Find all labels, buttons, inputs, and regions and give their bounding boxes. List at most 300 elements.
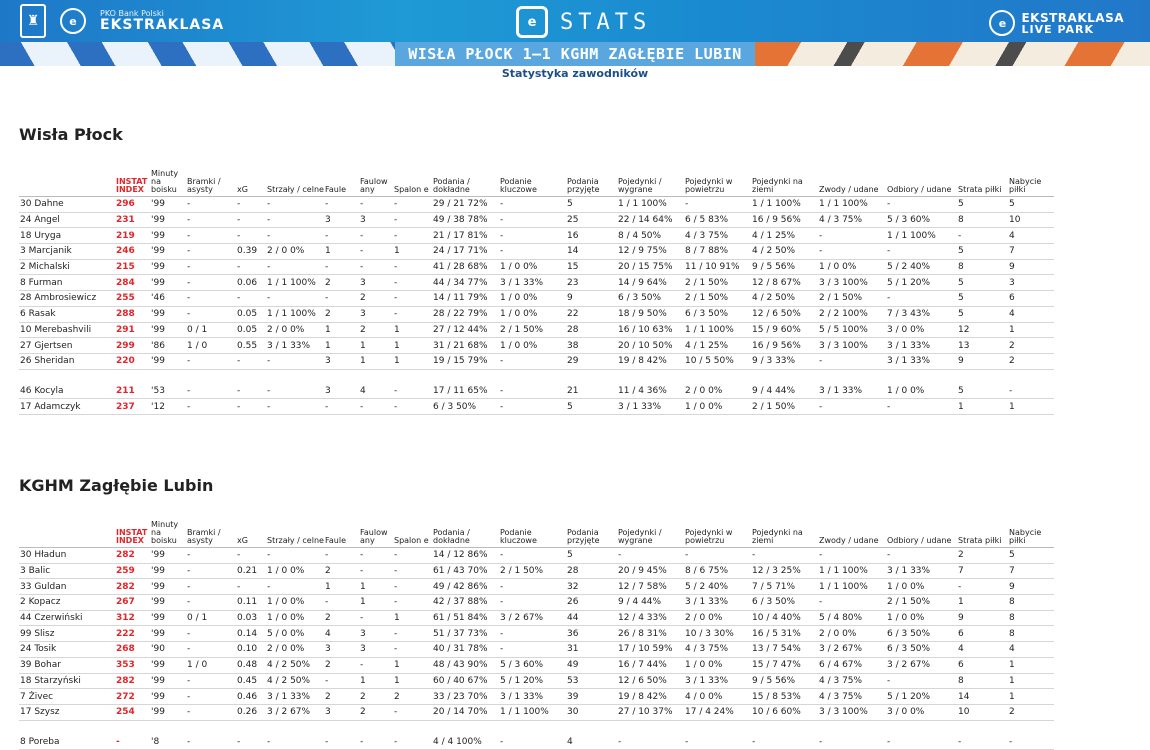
- stat-cell: -: [186, 704, 236, 720]
- stat-cell: '90: [150, 642, 186, 658]
- stat-cell: -: [324, 291, 359, 307]
- stat-cell: 16 / 7 44%: [617, 657, 684, 673]
- stat-cell: 14 / 9 64%: [617, 275, 684, 291]
- player-row[interactable]: [19, 626, 1054, 642]
- player-row[interactable]: [19, 259, 1054, 275]
- column-header[interactable]: Minuty na boisku: [150, 517, 186, 548]
- stat-cell: '86: [150, 338, 186, 354]
- stat-cell: [751, 369, 818, 384]
- stat-cell: 49 / 38 78%: [432, 212, 499, 228]
- stat-cell: 16 / 5 31%: [751, 626, 818, 642]
- stat-cell: [1008, 369, 1054, 384]
- stat-cell: 4 / 3 75%: [818, 212, 886, 228]
- stat-cell: 48 / 43 90%: [432, 657, 499, 673]
- player-row[interactable]: [19, 642, 1054, 658]
- stat-cell: 4: [957, 642, 1008, 658]
- stat-cell: 13: [957, 338, 1008, 354]
- player-row[interactable]: [19, 275, 1054, 291]
- live-park-logo[interactable]: [989, 10, 1124, 36]
- stat-cell: 0.05: [236, 322, 266, 338]
- stat-cell: 31 / 21 68%: [432, 338, 499, 354]
- column-header[interactable]: Bramki / asysty: [186, 166, 236, 197]
- stat-cell: 16 / 9 56%: [751, 338, 818, 354]
- column-header[interactable]: Pojedynki w powietrzu: [684, 517, 751, 548]
- player-row[interactable]: [19, 212, 1054, 228]
- stat-cell: 61 / 43 70%: [432, 563, 499, 579]
- stat-cell: 16: [566, 228, 617, 244]
- player-name[interactable]: 46 Kocyla: [19, 384, 115, 399]
- stat-cell: 2: [1008, 338, 1054, 354]
- stat-cell: 17 / 10 59%: [617, 642, 684, 658]
- stat-cell: -: [186, 197, 236, 213]
- stat-cell: 9: [566, 291, 617, 307]
- stat-cell: 3 / 1 33%: [818, 384, 886, 399]
- instat-index: 299: [115, 338, 150, 354]
- stat-cell: 2 / 0 0%: [266, 642, 324, 658]
- column-header[interactable]: Odbiory / udane: [886, 166, 957, 197]
- column-header[interactable]: Podanie kluczowe: [499, 166, 566, 197]
- stat-cell: 12 / 6 50%: [617, 673, 684, 689]
- player-name[interactable]: 7 Żivec: [19, 689, 115, 705]
- player-name[interactable]: 39 Bohar: [19, 657, 115, 673]
- stat-cell: 29 / 21 72%: [432, 197, 499, 213]
- stat-cell: 2: [324, 306, 359, 322]
- stat-cell: 38: [566, 338, 617, 354]
- stat-cell: 1: [324, 322, 359, 338]
- column-header[interactable]: Odbiory / udane: [886, 517, 957, 548]
- stat-cell: 4 / 2 50%: [266, 673, 324, 689]
- stat-cell: 12 / 3 25%: [751, 563, 818, 579]
- stat-cell: [684, 369, 751, 384]
- stat-cell: 5: [957, 197, 1008, 213]
- player-row[interactable]: [19, 673, 1054, 689]
- instat-index: 268: [115, 642, 150, 658]
- stat-cell: 5: [957, 384, 1008, 399]
- pko-logo-icon: ♜: [20, 4, 46, 38]
- player-row[interactable]: [19, 291, 1054, 307]
- column-header[interactable]: Strata piłki: [957, 517, 1008, 548]
- player-row[interactable]: [19, 338, 1054, 354]
- stat-cell: 1: [957, 399, 1008, 415]
- player-name[interactable]: 8 Furman: [19, 275, 115, 291]
- stat-cell: -: [236, 228, 266, 244]
- stat-cell: -: [186, 735, 236, 750]
- instat-index: 259: [115, 563, 150, 579]
- stat-cell: 2: [359, 689, 393, 705]
- stat-cell: -: [393, 384, 432, 399]
- stat-cell: 1: [1008, 399, 1054, 415]
- column-header[interactable]: Podania przyjęte: [566, 517, 617, 548]
- stat-cell: 1 / 0 0%: [886, 610, 957, 626]
- player-row[interactable]: [19, 384, 1054, 399]
- stat-cell: 19 / 8 42%: [617, 353, 684, 369]
- stat-cell: 4 / 3 75%: [684, 642, 751, 658]
- column-header[interactable]: Pojedynki na ziemi: [751, 517, 818, 548]
- player-row[interactable]: [19, 228, 1054, 244]
- player-name[interactable]: 33 Guldan: [19, 579, 115, 595]
- stat-cell: 1 / 0 0%: [266, 563, 324, 579]
- stat-cell: [617, 369, 684, 384]
- stat-cell: 44: [566, 610, 617, 626]
- player-row[interactable]: [19, 548, 1054, 564]
- player-name[interactable]: 24 Tosik: [19, 642, 115, 658]
- stat-cell: [324, 720, 359, 735]
- stat-cell: 6 / 3 50%: [751, 595, 818, 611]
- live-park-line2: LIVE PARK: [1021, 22, 1095, 36]
- stat-cell: 1: [393, 244, 432, 260]
- column-header[interactable]: xG: [236, 517, 266, 548]
- player-row[interactable]: [19, 579, 1054, 595]
- stat-cell: 42 / 37 88%: [432, 595, 499, 611]
- player-name[interactable]: [19, 720, 115, 735]
- stat-cell: 2: [957, 548, 1008, 564]
- stat-cell: 5: [566, 399, 617, 415]
- stat-cell: 3 / 1 33%: [886, 563, 957, 579]
- stat-cell: 3: [1008, 275, 1054, 291]
- column-header[interactable]: Zwody / udane: [818, 166, 886, 197]
- player-name[interactable]: 10 Merebashvili: [19, 322, 115, 338]
- column-header[interactable]: Pojedynki na ziemi: [751, 166, 818, 197]
- stat-cell: 6: [957, 657, 1008, 673]
- column-header[interactable]: xG: [236, 166, 266, 197]
- stat-cell: 1: [393, 338, 432, 354]
- player-name[interactable]: 17 Adamczyk: [19, 399, 115, 415]
- stat-cell: 20 / 15 75%: [617, 259, 684, 275]
- stat-cell: 1 / 0 0%: [266, 610, 324, 626]
- stat-cell: -: [393, 212, 432, 228]
- player-name[interactable]: 30 Hładun: [19, 548, 115, 564]
- stat-cell: 15: [566, 259, 617, 275]
- stat-cell: 0.10: [236, 642, 266, 658]
- stat-cell: 4: [359, 384, 393, 399]
- column-header[interactable]: Pojedynki w powietrzu: [684, 166, 751, 197]
- column-header[interactable]: INSTAT INDEX: [115, 166, 150, 197]
- stat-cell: '99: [150, 673, 186, 689]
- stat-cell: 1 / 0 0%: [499, 259, 566, 275]
- stat-cell: 3 / 0 0%: [886, 704, 957, 720]
- stat-cell: 1: [324, 579, 359, 595]
- stat-cell: [499, 369, 566, 384]
- column-header[interactable]: Spalon e: [393, 517, 432, 548]
- stat-cell: 28 / 22 79%: [432, 306, 499, 322]
- stat-cell: 26: [566, 595, 617, 611]
- stat-cell: 7 / 3 43%: [886, 306, 957, 322]
- stat-cell: 5: [1008, 548, 1054, 564]
- stat-cell: 3 / 2 67%: [266, 704, 324, 720]
- stat-cell: -: [324, 548, 359, 564]
- stat-cell: '99: [150, 548, 186, 564]
- stat-cell: 1: [1008, 689, 1054, 705]
- stat-cell: -: [818, 353, 886, 369]
- stat-cell: 0.26: [236, 704, 266, 720]
- stat-cell: 0.11: [236, 595, 266, 611]
- player-row[interactable]: [19, 595, 1054, 611]
- stat-cell: '99: [150, 689, 186, 705]
- player-row[interactable]: [19, 306, 1054, 322]
- stat-cell: -: [186, 595, 236, 611]
- stat-cell: 3 / 3 100%: [818, 704, 886, 720]
- stat-cell: 21 / 17 81%: [432, 228, 499, 244]
- stat-cell: -: [324, 595, 359, 611]
- player-row[interactable]: [19, 689, 1054, 705]
- column-header[interactable]: Strata piłki: [957, 166, 1008, 197]
- stat-cell: 3 / 0 0%: [886, 322, 957, 338]
- instat-index: 296: [115, 197, 150, 213]
- stat-cell: -: [818, 244, 886, 260]
- stat-cell: -: [266, 353, 324, 369]
- instat-index: 215: [115, 259, 150, 275]
- stat-cell: 0.06: [236, 275, 266, 291]
- stat-cell: 2 / 1 50%: [499, 322, 566, 338]
- stats-logo[interactable]: [516, 6, 651, 38]
- column-header[interactable]: Faulow any: [359, 517, 393, 548]
- player-row[interactable]: [19, 322, 1054, 338]
- match-title: WISŁA PŁOCK 1–1 KGHM ZAGŁĘBIE LUBIN: [408, 45, 742, 63]
- instat-index: [115, 720, 150, 735]
- stat-cell: 4 / 2 50%: [266, 657, 324, 673]
- column-header[interactable]: Podanie kluczowe: [499, 517, 566, 548]
- player-name[interactable]: 3 Balic: [19, 563, 115, 579]
- stat-cell: -: [186, 673, 236, 689]
- player-name[interactable]: 99 Slisz: [19, 626, 115, 642]
- stat-cell: [266, 720, 324, 735]
- stat-cell: 5 / 0 0%: [266, 626, 324, 642]
- stat-cell: 7 / 5 71%: [751, 579, 818, 595]
- player-name[interactable]: 30 Dahne: [19, 197, 115, 213]
- stat-cell: '99: [150, 657, 186, 673]
- stat-cell: 1 / 1 100%: [684, 322, 751, 338]
- column-header[interactable]: Faule: [324, 517, 359, 548]
- stat-cell: 36: [566, 626, 617, 642]
- player-row[interactable]: [19, 563, 1054, 579]
- league-logos[interactable]: [20, 4, 224, 38]
- stat-cell: 1 / 0 0%: [499, 338, 566, 354]
- stat-cell: 3 / 1 33%: [499, 275, 566, 291]
- stat-cell: '99: [150, 244, 186, 260]
- stat-cell: 5 / 1 20%: [499, 673, 566, 689]
- stat-cell: '99: [150, 306, 186, 322]
- stats-e-icon: e: [516, 6, 548, 38]
- stat-cell: 6: [957, 626, 1008, 642]
- column-header[interactable]: [19, 517, 115, 548]
- stat-cell: -: [266, 735, 324, 750]
- instat-index: 282: [115, 548, 150, 564]
- column-header[interactable]: Spalon e: [393, 166, 432, 197]
- stat-cell: 1 / 0 0%: [684, 399, 751, 415]
- stat-cell: 6 / 3 50%: [886, 642, 957, 658]
- stat-cell: 9: [957, 353, 1008, 369]
- stat-cell: [432, 369, 499, 384]
- column-header[interactable]: Podania przyjęte: [566, 166, 617, 197]
- stat-cell: 53: [566, 673, 617, 689]
- stat-cell: 12: [957, 322, 1008, 338]
- stat-cell: -: [751, 735, 818, 750]
- column-header[interactable]: Zwody / udane: [818, 517, 886, 548]
- player-row[interactable]: [19, 610, 1054, 626]
- player-name[interactable]: 24 Angel: [19, 212, 115, 228]
- stat-cell: 9: [1008, 579, 1054, 595]
- stat-cell: 0.45: [236, 673, 266, 689]
- stat-cell: -: [393, 563, 432, 579]
- stat-cell: 3 / 2 67%: [818, 642, 886, 658]
- stat-cell: 17 / 11 65%: [432, 384, 499, 399]
- stat-cell: -: [324, 673, 359, 689]
- stat-cell: 1 / 1 100%: [266, 275, 324, 291]
- column-header[interactable]: Podania / dokładne: [432, 517, 499, 548]
- stat-cell: -: [186, 563, 236, 579]
- stat-cell: 2: [359, 291, 393, 307]
- stat-cell: 16 / 10 63%: [617, 322, 684, 338]
- stat-cell: 3: [359, 306, 393, 322]
- stat-cell: [236, 369, 266, 384]
- stat-cell: 1: [393, 673, 432, 689]
- instat-index: 272: [115, 689, 150, 705]
- player-row[interactable]: [19, 704, 1054, 720]
- stat-cell: -: [393, 595, 432, 611]
- player-name[interactable]: [19, 369, 115, 384]
- stat-cell: 8: [957, 212, 1008, 228]
- player-name[interactable]: 6 Rasak: [19, 306, 115, 322]
- stat-cell: '99: [150, 275, 186, 291]
- player-row[interactable]: [19, 244, 1054, 260]
- stat-cell: 1 / 1 100%: [499, 704, 566, 720]
- column-header[interactable]: Nabycie piłki: [1008, 166, 1054, 197]
- stat-cell: -: [393, 704, 432, 720]
- stat-cell: -: [236, 579, 266, 595]
- player-name[interactable]: 8 Poreba: [19, 735, 115, 750]
- stat-cell: 12 / 6 50%: [751, 306, 818, 322]
- stat-cell: -: [886, 735, 957, 750]
- column-header[interactable]: [19, 166, 115, 197]
- column-header[interactable]: Bramki / asysty: [186, 517, 236, 548]
- stat-cell: -: [393, 399, 432, 415]
- player-name[interactable]: 2 Kopacz: [19, 595, 115, 611]
- stat-cell: '99: [150, 228, 186, 244]
- player-name[interactable]: 17 Szysz: [19, 704, 115, 720]
- player-name[interactable]: 26 Sheridan: [19, 353, 115, 369]
- stat-cell: -: [886, 244, 957, 260]
- stat-cell: -: [359, 259, 393, 275]
- stat-cell: -: [236, 353, 266, 369]
- stat-cell: 6 / 3 50%: [617, 291, 684, 307]
- stat-cell: 1 / 0 0%: [886, 579, 957, 595]
- stat-cell: 6 / 3 50%: [684, 306, 751, 322]
- stat-cell: '99: [150, 259, 186, 275]
- header-row: [19, 166, 1054, 197]
- player-name[interactable]: 18 Uryga: [19, 228, 115, 244]
- stat-cell: -: [393, 735, 432, 750]
- stat-cell: 1: [393, 353, 432, 369]
- player-name[interactable]: 44 Czerwiński: [19, 610, 115, 626]
- column-header[interactable]: Podania / dokładne: [432, 166, 499, 197]
- top-banner: [0, 0, 1150, 66]
- stat-cell: -: [324, 735, 359, 750]
- stat-cell: 3 / 1 33%: [886, 353, 957, 369]
- stat-cell: -: [359, 228, 393, 244]
- stat-cell: -: [684, 197, 751, 213]
- stat-cell: 2 / 0 0%: [684, 610, 751, 626]
- stat-cell: 1: [957, 595, 1008, 611]
- player-name[interactable]: 28 Ambrosiewicz: [19, 291, 115, 307]
- stat-cell: [684, 720, 751, 735]
- stat-cell: -: [186, 353, 236, 369]
- stat-cell: -: [236, 212, 266, 228]
- stat-cell: -: [236, 259, 266, 275]
- ekstraklasa-badge-icon: e: [60, 8, 86, 34]
- stat-cell: -: [359, 399, 393, 415]
- stat-cell: 7: [1008, 563, 1054, 579]
- match-title-bar: [395, 42, 755, 66]
- stat-cell: 32: [566, 579, 617, 595]
- stat-cell: -: [236, 197, 266, 213]
- stat-cell: [432, 720, 499, 735]
- column-header[interactable]: Pojedynki / wygrane: [617, 517, 684, 548]
- column-header[interactable]: Faulow any: [359, 166, 393, 197]
- column-header[interactable]: Pojedynki / wygrane: [617, 166, 684, 197]
- stat-cell: 8: [1008, 595, 1054, 611]
- stat-cell: 0.14: [236, 626, 266, 642]
- live-park-line1: EKSTRAKLASA: [1021, 10, 1124, 25]
- stat-cell: -: [186, 579, 236, 595]
- stat-cell: -: [1008, 735, 1054, 750]
- stat-cell: 3 / 2 67%: [886, 657, 957, 673]
- player-row[interactable]: [19, 197, 1054, 213]
- stat-cell: -: [266, 212, 324, 228]
- stat-cell: '99: [150, 704, 186, 720]
- stat-cell: 5 / 5 100%: [818, 322, 886, 338]
- player-name[interactable]: 27 Gjertsen: [19, 338, 115, 354]
- stat-cell: -: [957, 735, 1008, 750]
- stat-cell: 20 / 10 50%: [617, 338, 684, 354]
- player-name[interactable]: 2 Michalski: [19, 259, 115, 275]
- player-row[interactable]: [19, 657, 1054, 673]
- stat-cell: -: [393, 291, 432, 307]
- stat-cell: '8: [150, 735, 186, 750]
- stat-cell: [150, 720, 186, 735]
- column-header[interactable]: Strzały / celne: [266, 517, 324, 548]
- stat-cell: -: [186, 384, 236, 399]
- column-header[interactable]: Faule: [324, 166, 359, 197]
- stat-cell: 9: [1008, 259, 1054, 275]
- player-row[interactable]: [19, 353, 1054, 369]
- stat-cell: 5: [957, 275, 1008, 291]
- column-header[interactable]: Minuty na boisku: [150, 166, 186, 197]
- stat-cell: 3 / 1 33%: [266, 338, 324, 354]
- column-header[interactable]: INSTAT INDEX: [115, 517, 150, 548]
- stat-cell: 20 / 14 70%: [432, 704, 499, 720]
- stat-cell: 3: [324, 353, 359, 369]
- player-row[interactable]: [19, 735, 1054, 750]
- stat-cell: 5: [957, 291, 1008, 307]
- column-header[interactable]: Nabycie piłki: [1008, 517, 1054, 548]
- stat-cell: 1 / 0 0%: [499, 306, 566, 322]
- stat-cell: [566, 369, 617, 384]
- player-name[interactable]: 18 Starzyński: [19, 673, 115, 689]
- player-row[interactable]: [19, 399, 1054, 415]
- stat-cell: 1 / 0 0%: [499, 291, 566, 307]
- row-separator: [19, 369, 1054, 384]
- stat-cell: 6 / 3 50%: [886, 626, 957, 642]
- column-header[interactable]: Strzały / celne: [266, 166, 324, 197]
- stat-cell: 4: [1008, 306, 1054, 322]
- stat-cell: 3: [359, 275, 393, 291]
- stat-cell: -: [499, 384, 566, 399]
- stat-cell: 30: [566, 704, 617, 720]
- stat-cell: -: [684, 735, 751, 750]
- player-name[interactable]: 3 Marcjanik: [19, 244, 115, 260]
- stat-cell: 12 / 9 75%: [617, 244, 684, 260]
- instat-index: 211: [115, 384, 150, 399]
